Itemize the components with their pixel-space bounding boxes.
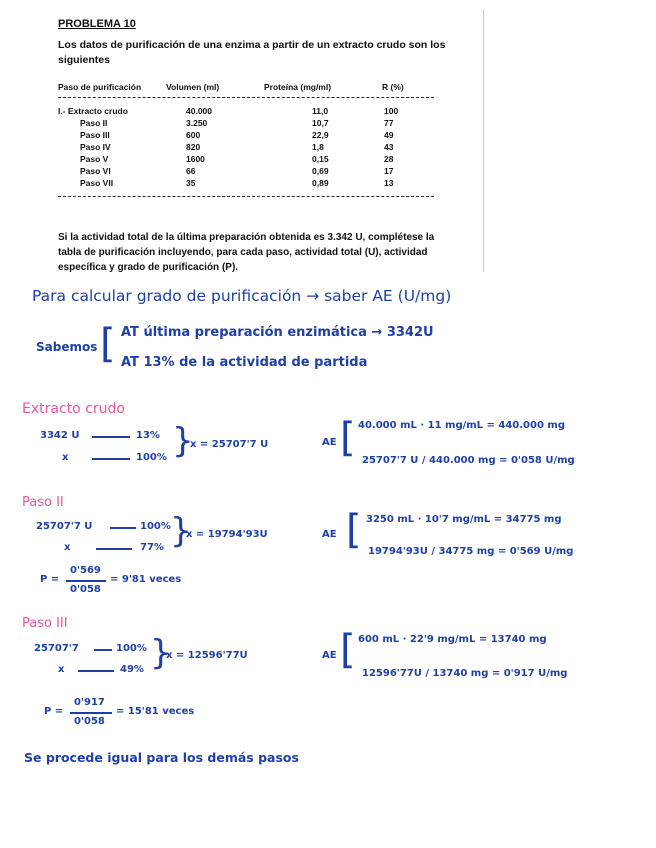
sabemos-line-1: AT última preparación enzimática → 3342U [121, 325, 434, 340]
section-title-paso2: Paso II [22, 495, 64, 510]
bracket-icon: [ [340, 627, 356, 673]
table-cell: 1,8 [312, 142, 324, 152]
ae-calc-line: 19794'93U / 34775 mg = 0'569 U/mg [368, 546, 574, 557]
table-row [58, 106, 434, 118]
p-label: P = [44, 706, 64, 717]
ae-calc-line: 12596'77U / 13740 mg = 0'917 U/mg [362, 668, 568, 679]
table-cell: 1600 [186, 154, 205, 164]
table-cell: 66 [186, 166, 196, 176]
purification-table [58, 82, 434, 205]
rule-of-three-value: x [58, 664, 65, 675]
table-cell: 77 [384, 118, 394, 128]
rule-line [78, 670, 114, 672]
problem-statement: Si la actividad total de la última preparación obtenida es 3.342 U, complétese la tabla de purificación incluyendo, para cada paso, actividad total (U), actividad específica y grado de purificación (P). [58, 232, 435, 273]
rule-of-three-percent: 13% [136, 430, 160, 441]
p-numerator: 0'917 [74, 697, 105, 708]
rule-line [92, 436, 130, 438]
rule-of-three-result: x = 19794'93U [186, 529, 268, 540]
ae-label: AE [322, 437, 337, 448]
fraction-bar [70, 712, 112, 714]
p-denominator: 0'058 [74, 716, 105, 727]
section-title-paso3: Paso III [22, 616, 68, 631]
ae-calc-line: 3250 mL · 10'7 mg/mL = 34775 mg [366, 514, 562, 525]
header-cell: Proteína (mg/ml) [264, 82, 332, 92]
table-cell: 0,15 [312, 154, 329, 164]
rule-of-three-result: x = 12596'77U [166, 650, 248, 661]
table-row [58, 166, 434, 178]
p-denominator: 0'058 [70, 584, 101, 595]
table-header [58, 82, 434, 94]
problem-title: PROBLEMA 10 [58, 18, 136, 30]
rule-of-three-value: x [64, 542, 71, 553]
table-cell: 0,89 [312, 178, 329, 188]
table-cell: 13 [384, 178, 394, 188]
p-result: = 9'81 veces [110, 574, 182, 585]
header-cell: R (%) [382, 82, 404, 92]
table-cell: 0,69 [312, 166, 329, 176]
closing-note: Se procede igual para los demás pasos [24, 750, 299, 765]
bracket-icon: [ [340, 415, 356, 461]
bracket-icon: [ [346, 507, 362, 553]
ae-label: AE [322, 529, 337, 540]
table-cell: 43 [384, 142, 394, 152]
table-cell: 35 [186, 178, 196, 188]
header-cell: Paso de purificación [58, 82, 142, 92]
margin-divider [483, 10, 484, 272]
table-divider [58, 97, 434, 98]
table-row [58, 178, 434, 190]
brace-icon: } [172, 421, 194, 461]
rule-line [92, 458, 130, 460]
problem-intro: Los datos de purificación de una enzima a partir de un extracto crudo son los siguientes [58, 39, 446, 66]
bracket-icon: [ [100, 321, 116, 367]
rule-of-three-value: x [62, 452, 69, 463]
fraction-bar [66, 580, 106, 582]
rule-of-three-percent: 100% [140, 521, 171, 532]
table-cell: Paso II [80, 118, 108, 128]
ae-label: AE [322, 650, 337, 661]
table-cell: 820 [186, 142, 201, 152]
rule-of-three-value: 3342 U [40, 430, 80, 441]
table-cell: Paso III [80, 130, 110, 140]
table-cell: 100 [384, 106, 399, 116]
table-cell: 28 [384, 154, 394, 164]
table-cell: 22,9 [312, 130, 329, 140]
brace-icon: } [170, 511, 192, 551]
table-cell: Paso V [80, 154, 109, 164]
rule-of-three-percent: 100% [116, 643, 147, 654]
rule-line [110, 527, 136, 529]
rule-of-three-percent: 100% [136, 452, 167, 463]
table-cell: I.- Extracto crudo [58, 106, 128, 116]
rule-line [94, 649, 112, 651]
brace-icon: } [150, 633, 172, 673]
ae-calc-line: 25707'7 U / 440.000 mg = 0'058 U/mg [362, 455, 575, 466]
rule-line [96, 548, 132, 550]
table-cell: 3.250 [186, 118, 208, 128]
notes-heading: Para calcular grado de purificación → saber AE (U/mg) [32, 287, 452, 305]
table-cell: 40.000 [186, 106, 212, 116]
p-numerator: 0'569 [70, 565, 101, 576]
p-label: P = [40, 574, 60, 585]
section-title-extracto: Extracto crudo [22, 401, 125, 417]
table-divider [58, 196, 434, 197]
rule-of-three-percent: 77% [140, 542, 164, 553]
table-row [58, 154, 434, 166]
rule-of-three-value: 25707'7 U [36, 521, 93, 532]
rule-of-three-result: x = 25707'7 U [190, 439, 269, 450]
table-cell: 600 [186, 130, 201, 140]
table-cell: 10,7 [312, 118, 329, 128]
table-row [58, 142, 434, 154]
table-cell: Paso VI [80, 166, 111, 176]
rule-of-three-percent: 49% [120, 664, 144, 675]
table-cell: Paso IV [80, 142, 111, 152]
table-cell: 49 [384, 130, 394, 140]
p-result: = 15'81 veces [116, 706, 195, 717]
table-cell: 11,0 [312, 106, 329, 116]
sabemos-line-2: AT 13% de la actividad de partida [121, 355, 368, 370]
rule-of-three-value: 25707'7 [34, 643, 79, 654]
table-cell: Paso VII [80, 178, 114, 188]
table-row [58, 130, 434, 142]
ae-calc-line: 600 mL · 22'9 mg/mL = 13740 mg [358, 634, 547, 645]
header-cell: Volumen (ml) [166, 82, 220, 92]
table-row [58, 118, 434, 130]
table-cell: 17 [384, 166, 394, 176]
ae-calc-line: 40.000 mL · 11 mg/mL = 440.000 mg [358, 420, 565, 431]
sabemos-label: Sabemos [36, 340, 98, 354]
